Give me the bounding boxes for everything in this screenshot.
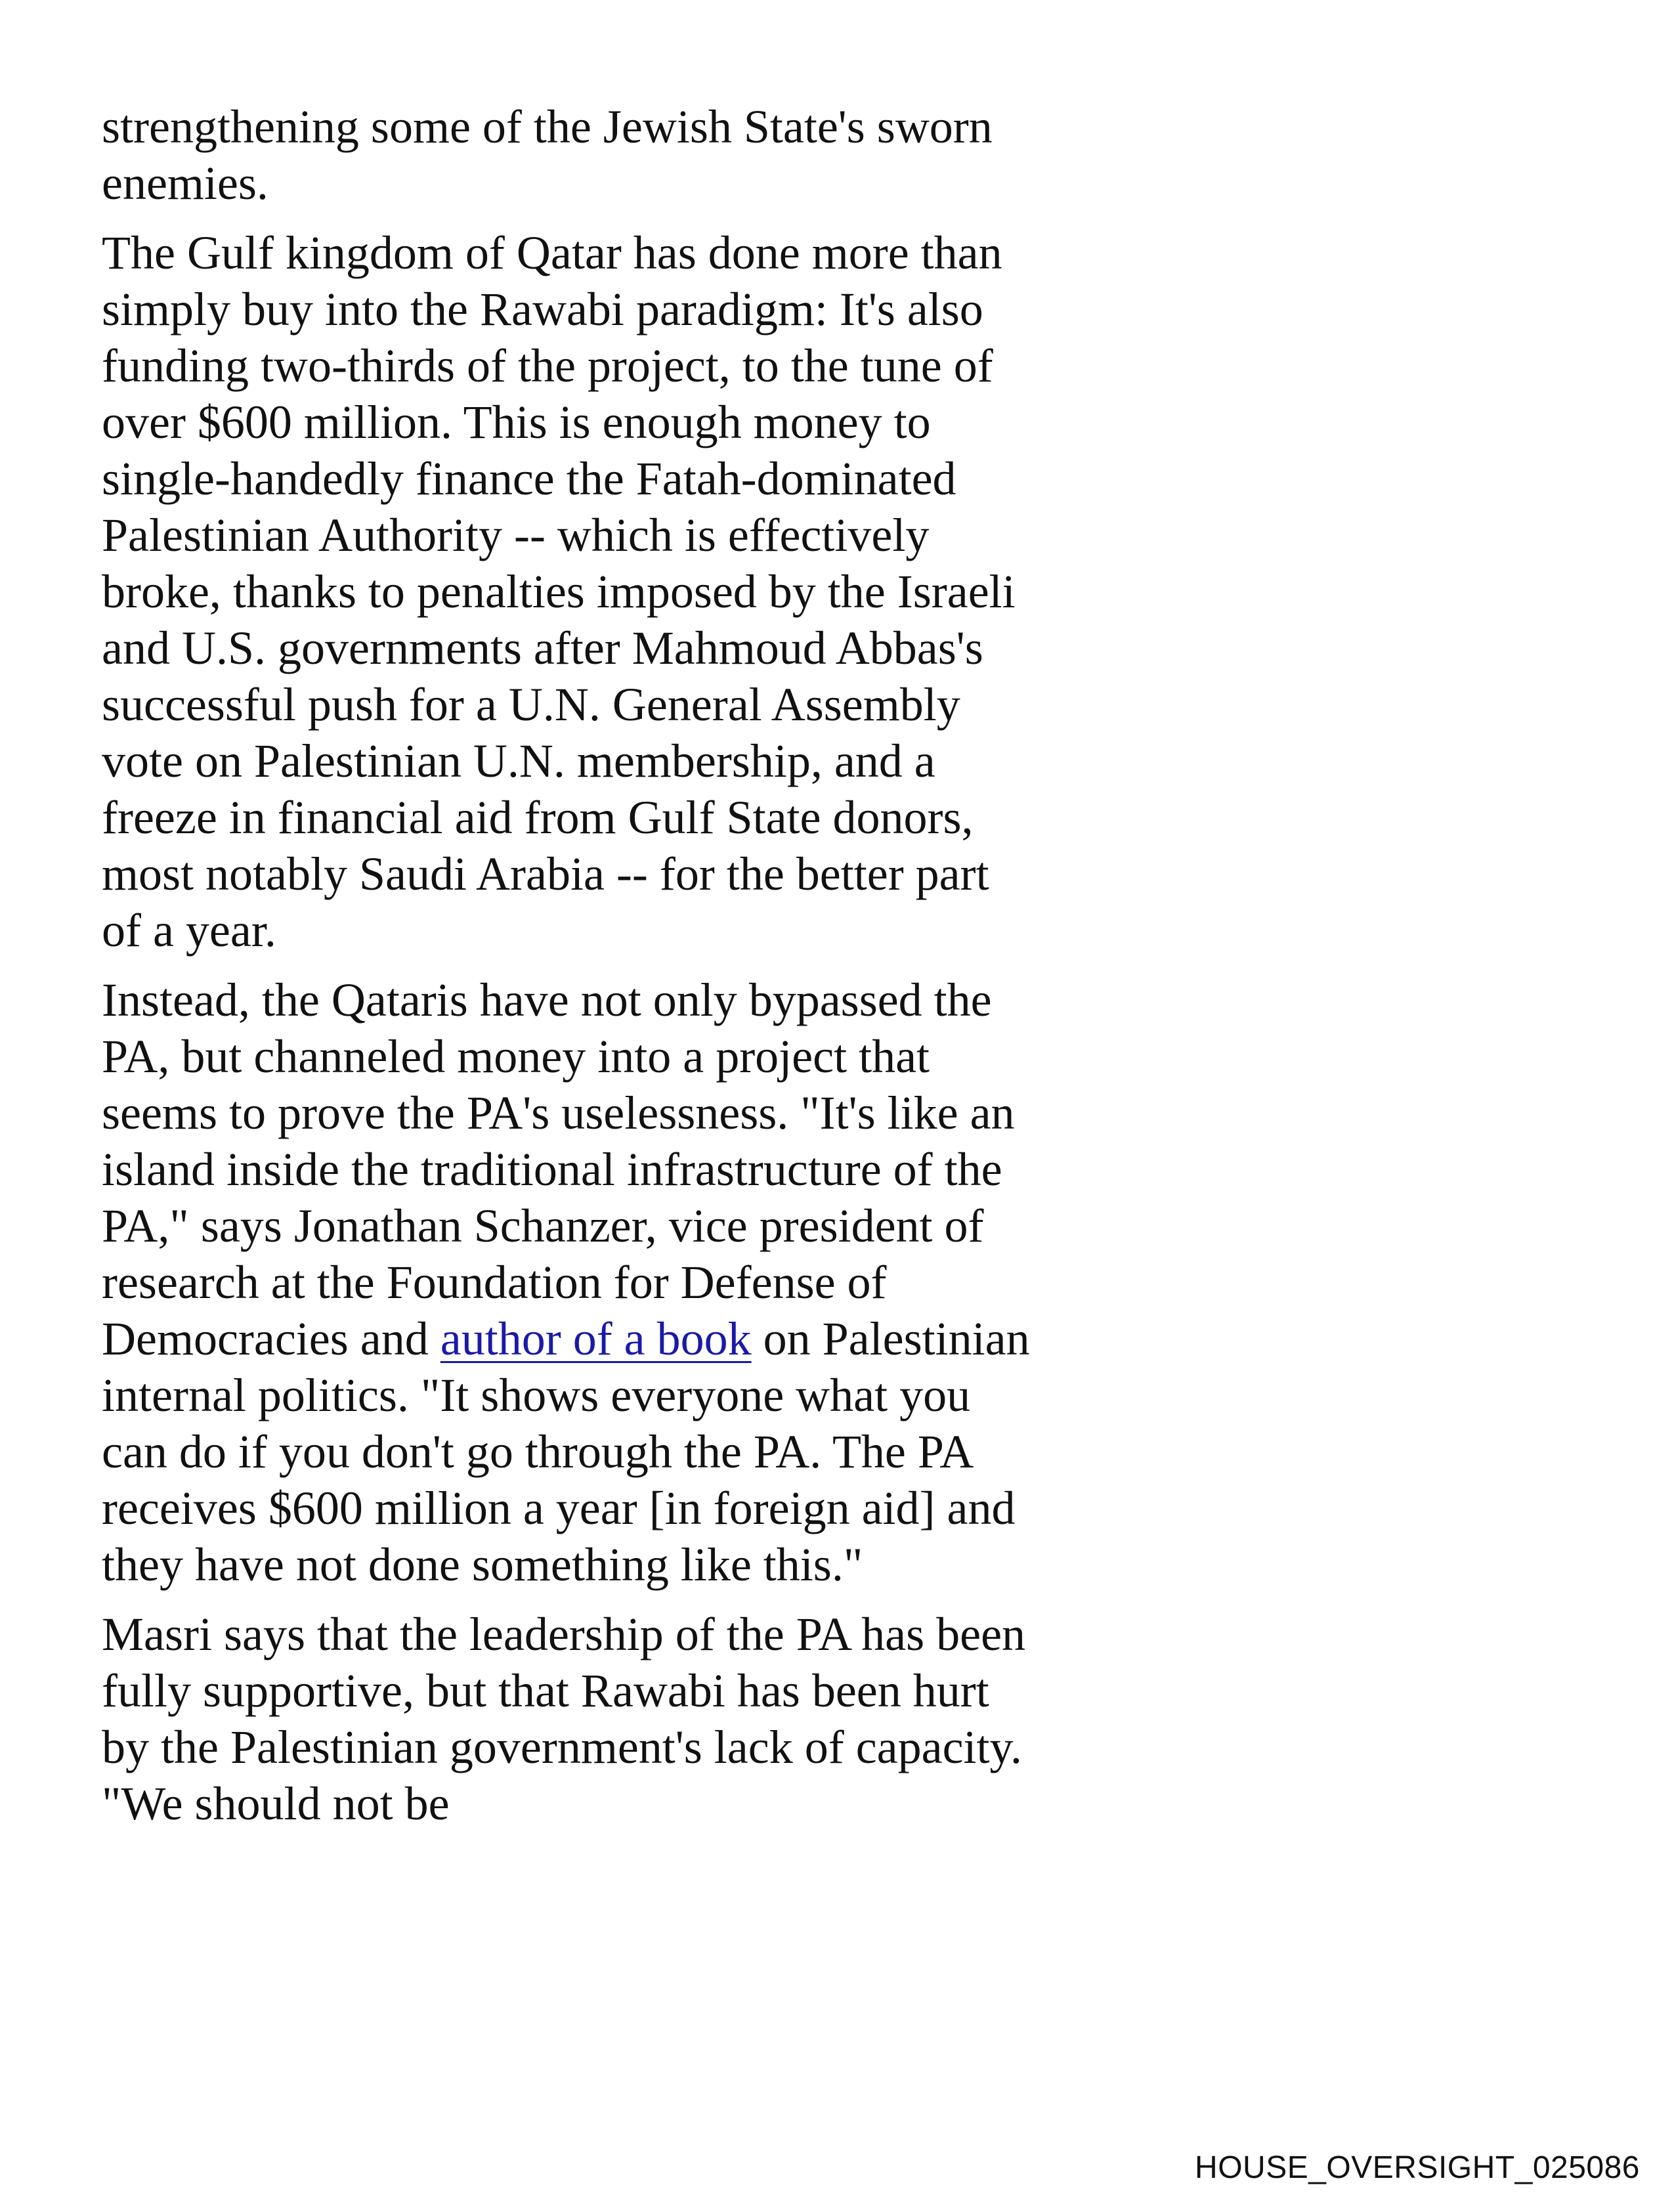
author-of-a-book-link[interactable]: author of a book [440, 1312, 752, 1365]
paragraph-3-text-before: Instead, the Qataris have not only bypassed the PA, but channeled money into a project that seems to prove the PA's uselessness. "It's like an island inside the traditional infrastructure of the PA," says Jonathan Schanzer, vice president of research at the Foundation for Defense of Democracies and [102, 974, 1015, 1365]
bates-number: HOUSE_OVERSIGHT_025086 [1195, 2150, 1640, 2185]
paragraph-3 [102, 972, 1034, 1593]
paragraph-3-text-after: on Palestinian internal politics. "It shows everyone what you can do if you don't go through the PA. The PA receives $600 million a year [in foreign aid] and they have not done something like this." [102, 1312, 1030, 1591]
article-body [102, 98, 1034, 1845]
paragraph-1: strengthening some of the Jewish State's sworn enemies. [102, 100, 993, 209]
paragraph-2: The Gulf kingdom of Qatar has done more than simply buy into the Rawabi paradigm: It's also funding two-thirds of the project, to the tune of over $600 million. This is enough money to single-handedly finance the Fatah-dominated Palestinian Authority -- which is effectively broke, thanks to penalties imposed by the Israeli and U.S. governments after Mahmoud Abbas's successful push for a U.N. General Assembly vote on Palestinian U.N. membership, and a freeze in financial aid from Gulf State donors, most notably Saudi Arabia -- for the better part of a year. [102, 227, 1016, 957]
paragraph-4: Masri says that the leadership of the PA has been fully supportive, but that Rawabi has been hurt by the Palestinian government's lack of capacity. "We should not be [102, 1608, 1026, 1830]
